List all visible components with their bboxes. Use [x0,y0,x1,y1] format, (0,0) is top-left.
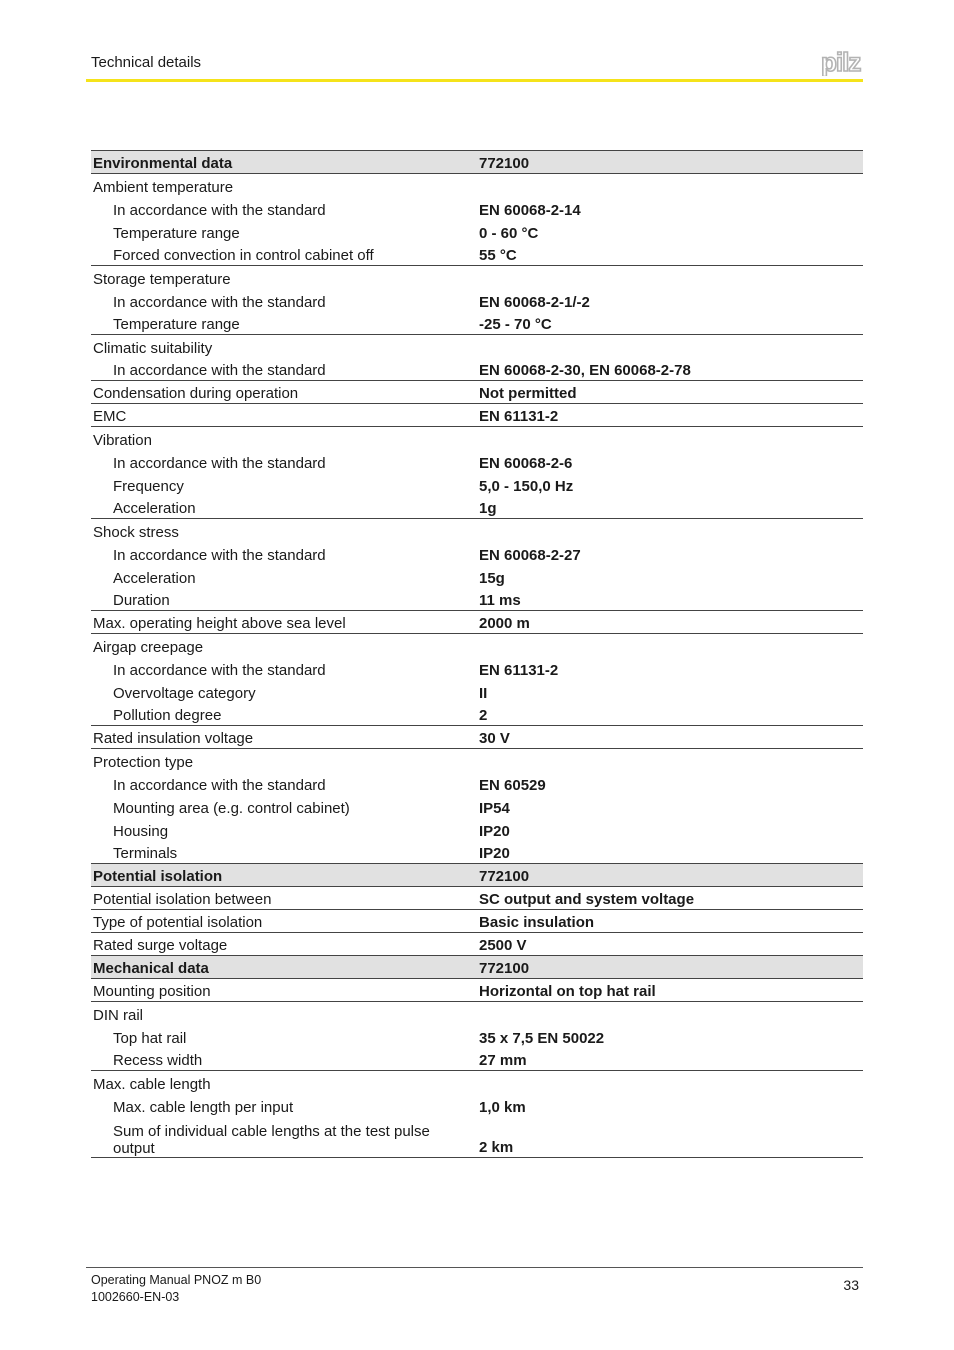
spec-sub-row [91,358,863,381]
spec-sub-value: II [479,684,488,702]
spec-sub-label: Forced convection in control cabinet off [113,247,374,264]
spec-row [91,749,863,772]
spec-sub-value: 55 °C [479,247,517,264]
spec-label: Mounting position [93,983,211,1000]
spec-sub-value: IP20 [479,822,510,840]
spec-row [91,726,863,749]
section-header [91,151,863,174]
spec-row [91,634,863,657]
spec-group [91,979,863,1002]
spec-sub-value: -25 - 70 °C [479,316,552,333]
spec-sub-row [91,450,863,473]
spec-sub-row [91,289,863,312]
footer-manual-title: Operating Manual PNOZ m B0 [91,1273,262,1287]
logo-text: pilz [821,50,861,76]
header-rule [86,79,863,82]
spec-row [91,266,863,289]
spec-label: Storage temperature [93,270,231,288]
spec-row [91,979,863,1002]
spec-label: Protection type [93,753,194,771]
spec-label: Rated insulation voltage [93,730,254,747]
spec-sub-row [91,1048,863,1071]
spec-sub-row [91,496,863,519]
spec-sub-row [91,703,863,726]
spec-sub-row [91,1025,863,1048]
spec-sub-value: IP54 [479,799,510,817]
spec-value [477,266,863,289]
spec-sub-row [91,772,863,795]
spec-label: Potential isolation between [93,891,272,908]
spec-sub-label: Frequency [113,477,184,495]
spec-sub-label: Duration [113,592,170,609]
spec-group [91,1002,863,1071]
spec-value: SC output and system voltage [479,891,695,908]
spec-label: Condensation during operation [93,385,299,402]
section-column-label: 772100 [477,864,863,887]
section-column-label: 772100 [477,151,863,174]
spec-group [91,266,863,335]
spec-group [91,634,863,726]
spec-sub-value: 2 [479,707,488,724]
spec-sub-row [91,680,863,703]
spec-sub-label: Acceleration [113,569,196,587]
spec-row [91,174,863,197]
spec-row [91,519,863,542]
spec-sub-label: In accordance with the standard [113,661,326,679]
spec-value [477,335,863,358]
spec-group [91,749,863,864]
spec-value: EN 61131-2 [479,408,559,425]
spec-sub-row [91,795,863,818]
spec-label: Airgap creepage [93,638,204,656]
spec-sub-row [91,657,863,680]
spec-value: Basic insulation [479,914,595,931]
spec-group [91,933,863,956]
spec-group [91,611,863,634]
spec-sub-label: Acceleration [113,500,196,517]
spec-group [91,519,863,611]
spec-label: Ambient temperature [93,178,234,196]
spec-sub-value: EN 60068-2-6 [479,454,573,472]
spec-label: DIN rail [93,1006,144,1024]
spec-row [91,1002,863,1025]
spec-row [91,887,863,910]
spec-label: Type of potential isolation [93,914,263,931]
footer-doc-number: 1002660-EN-03 [91,1290,180,1304]
spec-label: Max. operating height above sea level [93,615,346,632]
spec-sub-label: Temperature range [113,316,240,333]
spec-row [91,427,863,450]
spec-label: EMC [93,408,127,425]
spec-group [91,427,863,519]
spec-group [91,404,863,427]
spec-group [91,381,863,404]
footer-rule [86,1267,863,1268]
spec-row [91,611,863,634]
spec-group [91,335,863,381]
section-title: Potential isolation [91,864,477,887]
section-header [91,956,863,979]
spec-sub-value: 0 - 60 °C [479,224,539,242]
section-header-row [91,956,863,979]
spec-sub-label: Terminals [113,845,178,862]
spec-label: Rated surge voltage [93,937,228,954]
spec-sub-label: In accordance with the standard [113,201,326,219]
spec-sub-label: Mounting area (e.g. control cabinet) [113,799,350,817]
spec-sub-label: In accordance with the standard [113,776,326,794]
spec-row [91,933,863,956]
spec-label: Max. cable length [93,1075,211,1093]
spec-sub-value: EN 60068-2-1/-2 [479,293,590,311]
spec-group [91,887,863,910]
section-title: Mechanical data [91,956,477,979]
spec-sub-value: 27 mm [479,1052,527,1069]
page-number: 33 [843,1277,859,1293]
spec-sub-row [91,220,863,243]
section-header-row [91,864,863,887]
pilz-logo [821,50,864,76]
spec-value: Not permitted [479,385,577,402]
spec-sub-value: 1,0 km [479,1098,526,1116]
spec-sub-value: 1g [479,500,497,517]
spec-sub-value: EN 60068-2-14 [479,201,581,219]
spec-sub-value: EN 60529 [479,776,546,794]
spec-sub-row [91,588,863,611]
spec-sub-label: In accordance with the standard [113,362,326,379]
spec-value [477,519,863,542]
spec-group [91,910,863,933]
spec-sub-row [91,818,863,841]
spec-group [91,726,863,749]
spec-sub-value: EN 60068-2-30, EN 60068-2-78 [479,362,691,379]
spec-label: Climatic suitability [93,339,213,357]
spec-sub-label: Max. cable length per input [113,1098,294,1116]
spec-sub-label: In accordance with the standard [113,293,326,311]
spec-sub-value: 35 x 7,5 EN 50022 [479,1029,605,1047]
spec-sub-value: 11 ms [479,592,521,609]
spec-table [91,150,863,1158]
spec-sub-label: Top hat rail [113,1029,187,1047]
spec-row [91,404,863,427]
spec-sub-label: Housing [113,822,169,840]
spec-value [477,634,863,657]
header-title: Technical details [91,54,202,71]
spec-value: 2500 V [479,937,527,954]
spec-value [477,427,863,450]
spec-sub-value: EN 61131-2 [479,661,559,679]
spec-sub-value: IP20 [479,845,510,862]
spec-sub-label: In accordance with the standard [113,546,326,564]
spec-row [91,910,863,933]
spec-row [91,335,863,358]
section-header-row [91,151,863,174]
spec-value [477,1071,863,1094]
spec-value: 30 V [479,730,510,747]
spec-row [91,1071,863,1094]
spec-sub-row [91,542,863,565]
spec-value [477,1002,863,1025]
spec-sub-label: Recess width [113,1052,203,1069]
spec-sub-label: Temperature range [113,224,240,242]
spec-value [477,749,863,772]
spec-sub-label: Overvoltage category [113,684,256,702]
spec-sub-row [91,312,863,335]
spec-sub-value: 15g [479,569,505,587]
spec-sub-row [91,1117,863,1158]
spec-group [91,1071,863,1158]
spec-sub-row [91,243,863,266]
spec-sub-row [91,1094,863,1117]
spec-sub-row [91,473,863,496]
section-title: Environmental data [91,151,477,174]
section-column-label: 772100 [477,956,863,979]
spec-row [91,381,863,404]
spec-value: Horizontal on top hat rail [479,983,656,1000]
spec-sub-value: 5,0 - 150,0 Hz [479,477,574,495]
spec-sub-value: 2 km [479,1139,514,1156]
spec-label: Vibration [93,431,152,449]
section-header [91,864,863,887]
spec-value: 2000 m [479,615,530,632]
spec-sub-label: Sum of individual cable lengths at the test pulse output [113,1123,430,1157]
spec-label: Shock stress [93,523,179,541]
spec-sub-value: EN 60068-2-27 [479,546,581,564]
spec-value [477,174,863,197]
spec-sub-row [91,841,863,864]
spec-group [91,174,863,266]
spec-sub-label: In accordance with the standard [113,454,326,472]
spec-sub-label: Pollution degree [113,707,222,724]
spec-sub-row [91,565,863,588]
spec-sub-row [91,197,863,220]
